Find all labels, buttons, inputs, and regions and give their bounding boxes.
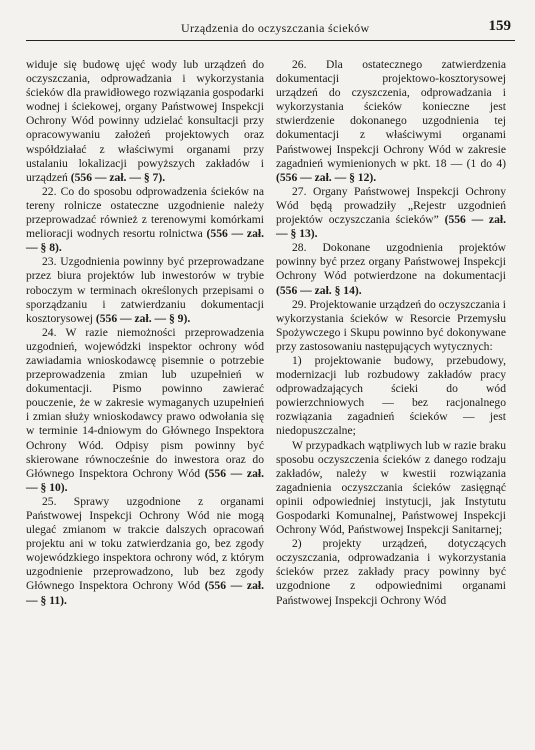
- legal-reference: (556 — zał. § 14).: [276, 283, 362, 297]
- paragraph: [26, 58, 264, 185]
- header-title: Urządzenia do oczyszczania ścieków: [181, 21, 370, 35]
- legal-reference: (556 — zał. — § 11).: [26, 579, 264, 607]
- legal-reference: (556 — zał. — § 10).: [26, 466, 264, 494]
- paragraph: [26, 255, 264, 325]
- right-column: [276, 58, 506, 608]
- paragraph-text: 26. Dla ostatecznego zatwierdzenia dokumentacji projektowo-kosztorysowej urządzeń do czyszczenia, odprowadzania i wykorzystania ścieków konieczne jest stwierdzenie dokonanego uzgodnienia tej dokumentacji z właściwymi organami Państwowej Inspekcji Ochrony Wód w zakresie zagadnień wymienionych w pkt. 18 — (1 do 4): [276, 58, 506, 170]
- paragraph: [276, 58, 506, 185]
- list-item: [276, 439, 506, 538]
- paragraph-text: 24. W razie niemożności przeprowadzenia uzgodnień, wojewódzki inspektor ochrony wód zawiadamia wnioskodawcę pisemnie o potrzebie przeprowadzenia zmian lub uzupełnień w dokumentacji. Pismo powinno zawierać pouczenie, że w zakresie wymaganych uzupełnień i zmian służy wnioskodawcy prawo odwołania się w terminie 14-dniowym do Głównego Inspektora Ochrony Wód. Odpisy pism powinny być skierowane równocześnie do inwestora oraz do Głównego Inspektora Ochrony Wód: [26, 325, 264, 480]
- legal-reference: (556 — zał. — § 12).: [276, 170, 377, 184]
- paragraph-text: 25. Sprawy uzgodnione z organami Państwowej Inspekcji Ochrony Wód nie mogą ulegać zmianom w trakcie dalszych opracowań projektu ani w toku zatwierdzania go, bez zgody wojewódzkiego inspektora ochrony wód, z którym uzgodnienie przeprowadzono, lub bez zgody Głównego Inspektora Ochrony Wód: [26, 494, 264, 593]
- legal-reference: (556 — zał. — § 7).: [70, 170, 166, 184]
- page-number: 159: [488, 18, 511, 34]
- legal-reference: (556 — zał. — § 13).: [276, 213, 506, 241]
- left-column: [26, 58, 264, 608]
- legal-reference: (556 — zał. — § 8).: [26, 227, 264, 255]
- paragraph: [276, 185, 506, 241]
- paragraph: [26, 326, 264, 495]
- paragraph-text: 28. Dokonane uzgodnienia projektów powinny być przez organy Państwowej Inspekcji Ochrony Wód potwierdzone na dokumentacji: [276, 241, 506, 283]
- paragraph: [26, 495, 264, 608]
- running-header: [26, 18, 515, 41]
- list-item-text: 2) projekty urządzeń, dotyczących oczyszczania, odprowadzania i wykorzystania ścieków przez zakłady pracy powinny być uzgodnione z odpowiednimi organami Państwowej Inspekcji Ochrony Wód: [276, 537, 506, 607]
- paragraph: [276, 241, 506, 297]
- paragraph-text: 22. Co do sposobu odprowadzenia ścieków na tereny rolnicze ostateczne uzgodnienie należy przeprowadzać również z terenowymi komórkami melioracji wodnych resortu rolnictwa: [26, 184, 264, 241]
- paragraph-text: 23. Uzgodnienia powinny być przeprowadzane przez biura projektów lub inwestorów w trybie roboczym w terminach określonych przepisami o sporządzaniu i zatwierdzaniu dokumentacji kosztorysowej: [26, 255, 264, 325]
- paragraph: [276, 298, 506, 354]
- list-item-text: 1) projektowanie budowy, przebudowy, modernizacji lub rozbudowy zakładów pracy odprowadzających ścieki do wód powierzchniowych — bez racjonalnego rozwiązania zagadnień ścieków — jest niedopuszczalne;: [276, 353, 506, 438]
- list-item: [276, 537, 506, 607]
- paragraph-text: 27. Organy Państwowej Inspekcji Ochrony Wód będą prowadziły „Rejestr uzgodnień projektów oczyszczania ścieków”: [276, 184, 506, 227]
- paragraph-text: widuje się budowę ujęć wody lub urządzeń do oczyszczania, odprowadzania i wykorzystania ścieków dla prawidłowego rozwiązania gospodarki wodnej i ściekowej, organy Państwowej Inspekcji Ochrony Wód powinny udzielać konsultacji przy opracowywaniu założeń projektowych oraz współdziałać z właściwymi organami przy ustalaniu lokalizacji powyższych zakładów i urządzeń: [26, 58, 264, 184]
- legal-reference: (556 — zał. — § 9).: [95, 311, 191, 325]
- list-item: [276, 354, 506, 439]
- list-item-text: W przypadkach wątpliwych lub w razie braku sposobu oczyszczenia ścieków z danego rodzaju zakładów, należy w kwestii rozwiązania zagadnienia oczyszczania ścieków zasięgnąć opinii odpowiedniej instytucji, jak Instytutu Gospodarki Komunalnej, Państwowej Inspekcji Ochrony Wód, Państwowej Inspekcji Sanitarnej;: [276, 438, 506, 537]
- paragraph: [26, 185, 264, 255]
- paragraph-text: 29. Projektowanie urządzeń do oczyszczania i wykorzystania ścieków w Resorcie Przemysłu Spożywczego i Skupu powinno być dokonywane przy zastosowaniu następujących wytycznych:: [276, 297, 506, 353]
